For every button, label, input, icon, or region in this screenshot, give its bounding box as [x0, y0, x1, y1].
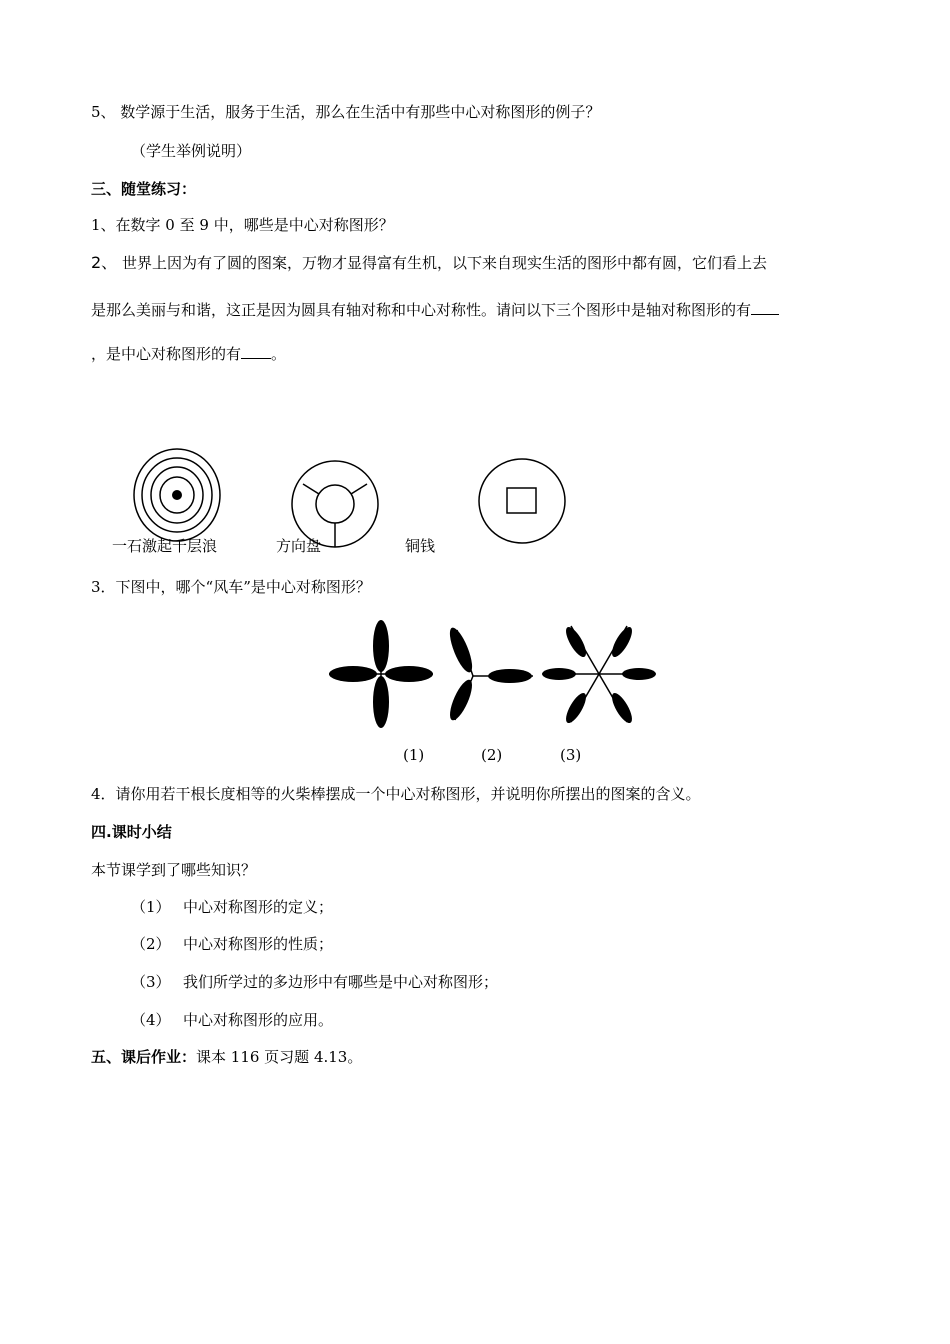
practice-question-2-line-1 [91, 253, 767, 273]
summary-item-text: 中心对称图形的应用。 [183, 1011, 334, 1029]
summary-item [131, 972, 498, 992]
section-5-heading: 五、课后作业： [91, 1048, 197, 1066]
summary-item-text: 中心对称图形的性质； [183, 935, 334, 953]
summary-item-number: （1） [131, 898, 171, 916]
summary-item [131, 1010, 333, 1030]
section-4-heading: 四.课时小结 [91, 823, 172, 841]
ripple-figure [130, 446, 224, 544]
question-5: 5、 数学源于生活，服务于生活，那么在生活中有那些中心对称图形的例子？ [91, 103, 601, 121]
pinwheel-label-1: (1) [403, 746, 425, 764]
practice-question-2-line-3 [91, 342, 286, 364]
answer-blank-axial[interactable] [751, 298, 779, 315]
pinwheel-label-2: (2) [481, 746, 503, 764]
question-5-note: （学生举例说明） [131, 142, 252, 160]
caption-ripple: 一石激起千层浪 [112, 537, 218, 555]
question-2-text-line-2: 是那么美丽与和谐，这正是因为圆具有轴对称和中心对称性。请问以下三个图形中是轴对称图形的有 [91, 301, 752, 319]
practice-question-3: 3．下图中，哪个“风车”是中心对称图形？ [91, 578, 371, 596]
caption-coin: 铜钱 [405, 537, 436, 555]
homework-text: 课本 116 页习题 4.13。 [196, 1048, 363, 1066]
question-2-text-line-1: 世界上因为有了圆的图案，万物才显得富有生机，以下来自现实生活的图形中都有圆，它们看上去 [117, 254, 767, 272]
section-3-heading: 三、随堂练习： [91, 180, 197, 198]
caption-steering-wheel: 方向盘 [276, 537, 322, 555]
question-number: 2、 [91, 253, 118, 272]
practice-question-2-line-2 [91, 298, 779, 320]
summary-item [131, 934, 333, 954]
summary-item [131, 897, 333, 917]
question-2-text-line-3: ，是中心对称图形的有 [91, 345, 242, 363]
summary-item-number: （3） [131, 973, 171, 991]
summary-item-text: 我们所学过的多边形中有哪些是中心对称图形； [183, 973, 499, 991]
pinwheel-3-figure [541, 622, 657, 726]
summary-intro: 本节课学到了哪些知识？ [91, 861, 257, 879]
answer-blank-central[interactable] [241, 342, 271, 359]
summary-item-number: （2） [131, 935, 171, 953]
coin-figure [476, 457, 568, 547]
summary-item-number: （4） [131, 1011, 171, 1029]
period: 。 [271, 345, 287, 363]
pinwheel-1-figure [325, 616, 437, 730]
homework-line [91, 1047, 362, 1067]
practice-question-1: 1、在数字 0 至 9 中，哪些是中心对称图形？ [91, 216, 394, 234]
practice-question-4: 4．请你用若干根长度相等的火柴棒摆成一个中心对称图形，并说明你所摆出的图案的含义。 [91, 785, 701, 803]
pinwheel-2-figure [443, 622, 537, 726]
pinwheel-label-3: (3) [560, 746, 582, 764]
summary-item-text: 中心对称图形的定义； [183, 898, 334, 916]
